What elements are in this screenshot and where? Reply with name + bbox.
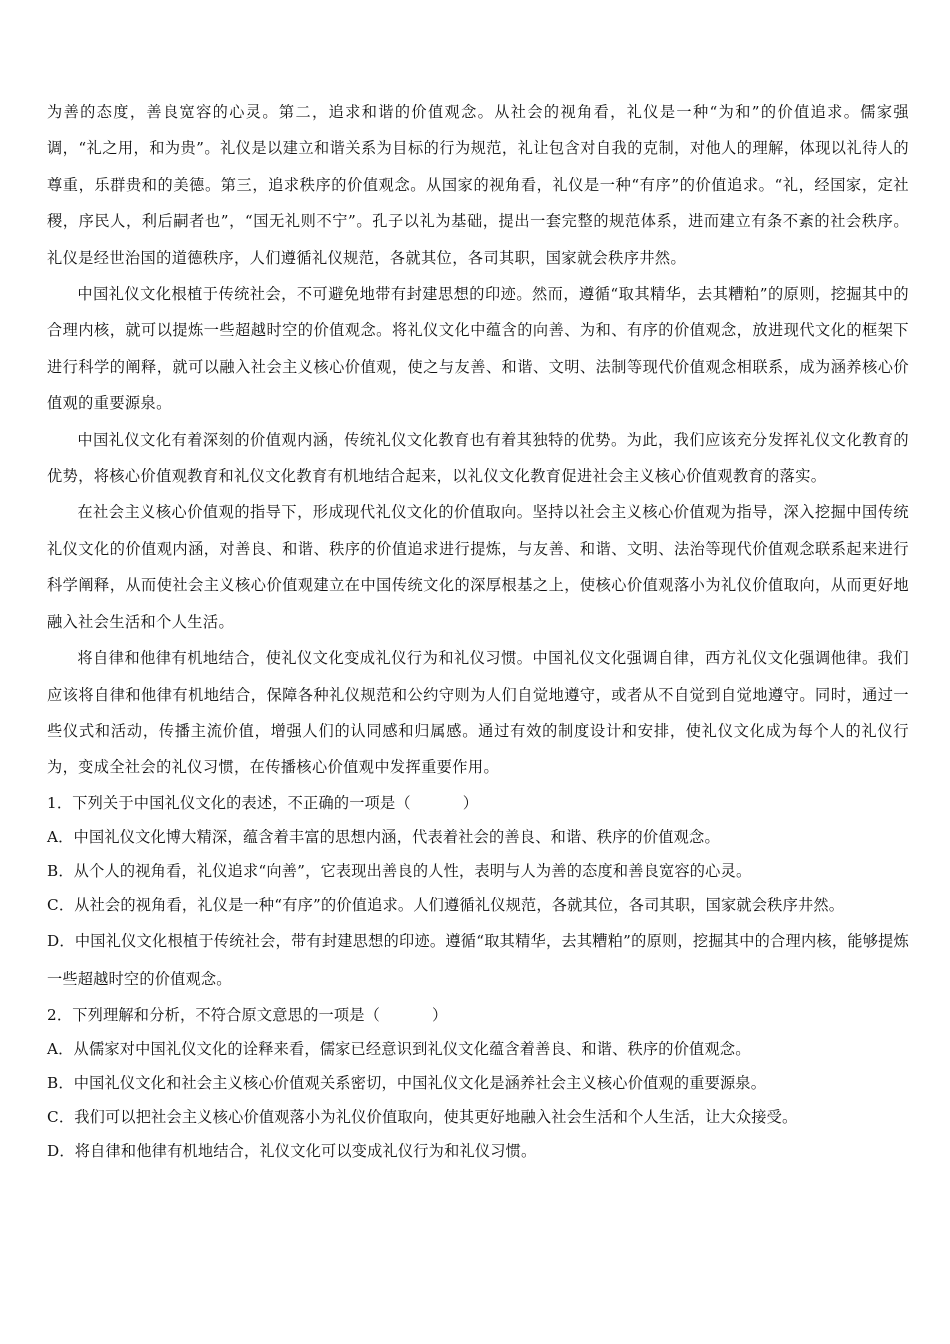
document-page	[47, 94, 909, 1168]
passage-paragraph: 中国礼仪文化有着深刻的价值观内涵，传统礼仪文化教育也有着其独特的优势。为此，我们应该充分发挥礼仪文化教育的优势，将核心价值观教育和礼仪文化教育有机地结合起来，以礼仪文化教育促进社会主义核心价值观教育的落实。	[47, 430, 909, 486]
question-stem	[47, 786, 909, 820]
question-2	[47, 998, 909, 1168]
passage-paragraph: 中国礼仪文化根植于传统社会，不可避免地带有封建思想的印迹。然而，遵循“取其精华，去其糟粕”的原则，挖掘其中的合理内核，就可以提炼一些超越时空的价值观念。将礼仪文化中蕴含的向善、为和、有序的价值观念，放进现代文化的框架下进行科学的阐释，就可以融入社会主义核心价值观，使之与友善、和谐、文明、法制等现代价值观念相联系，成为涵养核心价值观的重要源泉。	[47, 285, 909, 413]
question-stem	[47, 998, 909, 1032]
question-stem-text: 2．下列理解和分析，不符合原文意思的一项是（	[47, 1005, 381, 1024]
passage-paragraph: 将自律和他律有机地结合，使礼仪文化变成礼仪行为和礼仪习惯。中国礼仪文化强调自律，西方礼仪文化强调他律。我们应该将自律和他律有机地结合，保障各种礼仪规范和公约守则为人们自觉地遵守，或者从不自觉到自觉地遵守。同时，通过一些仪式和活动，传播主流价值，增强人们的认同感和归属感。通过有效的制度设计和安排，使礼仪文化成为每个人的礼仪行为，变成全社会的礼仪习惯，在传播核心价值观中发挥重要作用。	[47, 649, 909, 777]
option-d: D．将自律和他律有机地结合，礼仪文化可以变成礼仪行为和礼仪习惯。	[47, 1141, 537, 1160]
question-1	[47, 786, 909, 998]
question-stem-close: ）	[432, 1005, 448, 1024]
passage	[47, 94, 909, 786]
option-b: B．中国礼仪文化和社会主义核心价值观关系密切，中国礼仪文化是涵养社会主义核心价值观的重要源泉。	[47, 1073, 767, 1092]
question-stem-text: 1．下列关于中国礼仪文化的表述，不正确的一项是（	[47, 793, 411, 812]
option-c: C．从社会的视角看，礼仪是一种“有序”的价值追求。人们遵循礼仪规范，各就其位，各司其职，国家就会秩序井然。	[47, 895, 845, 914]
option-a: A．中国礼仪文化博大精深，蕴含着丰富的思想内涵，代表着社会的善良、和谐、秩序的价值观念。	[47, 827, 720, 846]
option-a: A．从儒家对中国礼仪文化的诠释来看，儒家已经意识到礼仪文化蕴含着善良、和谐、秩序的价值观念。	[47, 1039, 751, 1058]
question-stem-close: ）	[462, 793, 479, 812]
passage-paragraph: 为善的态度，善良宽容的心灵。第二，追求和谐的价值观念。从社会的视角看，礼仪是一种“为和”的价值追求。儒家强调，“礼之用，和为贵”。礼仪是以建立和谐关系为目标的行为规范，礼让包含对自我的克制，对他人的理解，体现以礼待人的尊重，乐群贵和的美德。第三，追求秩序的价值观念。从国家的视角看，礼仪是一种“有序”的价值追求。“礼，经国家，定社稷，序民人，利后嗣者也”，“国无礼则不宁”。孔子以礼为基础，提出一套完整的规范体系，进而建立有条不紊的社会秩序。礼仪是经世治国的道德秩序，人们遵循礼仪规范，各就其位，各司其职，国家就会秩序井然。	[47, 103, 909, 267]
option-b: B．从个人的视角看，礼仪追求“向善”，它表现出善良的人性，表明与人为善的态度和善良宽容的心灵。	[47, 861, 752, 880]
option-c: C．我们可以把社会主义核心价值观落小为礼仪价值取向，使其更好地融入社会生活和个人生活，让大众接受。	[47, 1107, 798, 1126]
passage-paragraph: 在社会主义核心价值观的指导下，形成现代礼仪文化的价值取向。坚持以社会主义核心价值观为指导，深入挖掘中国传统礼仪文化的价值观内涵，对善良、和谐、秩序的价值追求进行提炼，与友善、和谐、文明、法治等现代价值观念联系起来进行科学阐释，从而使社会主义核心价值观建立在中国传统文化的深厚根基之上，使核心价值观落小为礼仪价值取向，从而更好地融入社会生活和个人生活。	[47, 503, 909, 631]
option-d: D．中国礼仪文化根植于传统社会，带有封建思想的印迹。遵循“取其精华，去其糟粕”的原则，挖掘其中的合理内核，能够提炼一些超越时空的价值观念。	[47, 931, 909, 988]
